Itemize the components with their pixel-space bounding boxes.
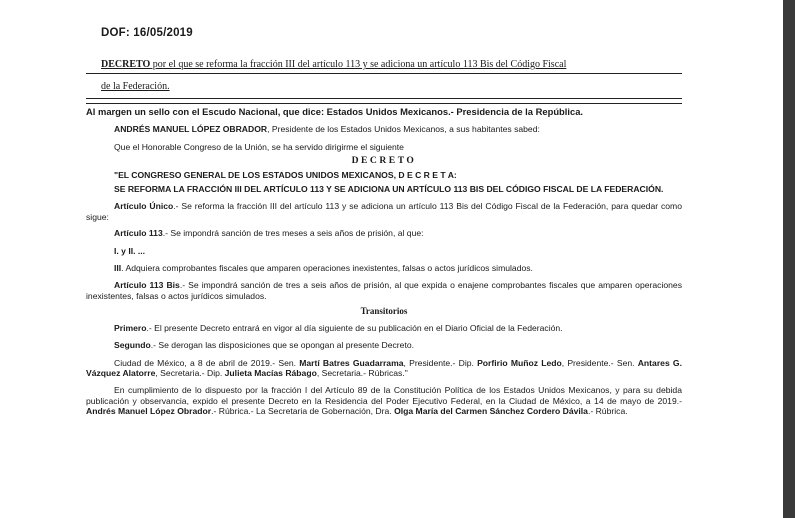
signer-sanchez-cordero: Olga María del Carmen Sánchez Cordero Dávila [394,406,588,417]
primero-paragraph [86,323,682,333]
articulo-113bis-label: Artículo 113 Bis [114,280,180,291]
articulo-113bis-text: .- Se impondrá sanción de tres a seis años de prisión, al que expida o enajene comprobantes fiscales que amparen operaciones inexistentes, falsas o actos jurídicos simulados. [86,280,682,301]
articulo-113-text: .- Se impondrá sanción de tres meses a seis años de prisión, al que: [162,228,424,239]
fraccion-iii-paragraph [86,263,682,273]
signer-munoz-ledo: Porfirio Muñoz Ledo [477,357,562,368]
cdmx-text-3: , Presidente.- Sen. [561,357,638,368]
se-reforma-paragraph: SE REFORMA LA FRACCIÓN III DEL ARTÍCULO 113 Y SE ADICIONA UN ARTÍCULO 113 BIS DEL CÓDIGO FISCAL DE LA FEDERACIÓN. [114,184,664,195]
decree-title-line2: de la Federación. [101,81,170,92]
primero-text: .- El presente Decreto entrará en vigor al día siguiente de su publicación en el Diario Oficial de la Federación. [146,322,563,333]
segundo-label: Segundo [114,340,151,351]
signer-macias: Julieta Macías Rábago [224,367,317,378]
presidente-name: ANDRÉS MANUEL LÓPEZ OBRADOR [114,124,268,135]
presidente-text: , Presidente de los Estados Unidos Mexicanos, a sus habitantes sabed: [267,124,540,135]
congreso-paragraph: Que el Honorable Congreso de la Unión, se ha servido dirigirme el siguiente [114,141,404,152]
fraccion-iii-label: III [114,263,122,274]
congreso-general-paragraph: "EL CONGRESO GENERAL DE LOS ESTADOS UNIDOS MEXICANOS, D E C R E T A: [114,169,457,180]
decree-title-text: por el que se reforma la fracción III del artículo 113 y se adiciona un artículo 113 Bis del Código Fiscal [150,59,567,70]
decree-body [86,104,682,417]
signer-batres: Martí Batres Guadarrama [299,357,404,368]
cumplimiento-paragraph [86,385,682,416]
fraccion-iii-text: . Adquiera comprobantes fiscales que amparen operaciones inexistentes, falsas o actos jurídicos simulados. [121,263,533,274]
decree-title-line1 [101,58,682,72]
margen-paragraph: Al margen un sello con el Escudo Nacional, que dice: Estados Unidos Mexicanos.- Presidencia de la República. [86,106,584,117]
cumplimiento-text-3: .- Rúbrica. [587,406,628,417]
ciudad-mexico-paragraph [86,358,682,379]
articulo-unico-text: .- Se reforma la fracción III del artículo 113 y se adiciona un artículo 113 Bis del Código Fiscal de la Federación, para quedar como sigue: [86,201,682,222]
primero-label: Primero [114,322,147,333]
publication-date: DOF: 16/05/2019 [101,27,193,39]
presidente-paragraph [86,124,682,134]
signer-lopez-obrador: Andrés Manuel López Obrador [86,406,212,417]
cumplimiento-text-2: .- Rúbrica.- La Secretaria de Gobernación, Dra. [211,406,395,417]
articulo-113-paragraph [86,228,682,238]
decree-title [101,58,682,94]
cumplimiento-text-1: En cumplimiento de lo dispuesto por la fracción I del Artículo 89 de la Constitución Política de los Estados Unidos Mexicanos, y para su debida publicación y observancia, expido el presente Decreto en la Residencia del Poder Ejecutivo Federal, en la Ciudad de México, a 14 de mayo de 2019.- [86,385,682,406]
transitorios-heading: Transitorios [360,306,408,317]
articulo-113bis-paragraph [86,280,682,301]
articulo-unico-label: Artículo Único [114,201,174,212]
cdmx-text-5: , Secretaria.- Rúbricas." [316,367,408,378]
title-rule-bottom [86,98,682,99]
signer-vazquez: Antares G. Vázquez Alatorre [86,357,682,378]
cdmx-text-2: , Presidente.- Dip. [403,357,478,368]
cdmx-text-4: , Secretaria.- Dip. [155,367,225,378]
decree-title-keyword: DECRETO [101,59,151,70]
decreto-heading: DECRETO [351,155,417,167]
fracciones-paragraph: I. y II. ... [114,245,146,256]
segundo-paragraph [86,340,682,350]
segundo-text: .- Se derogan las disposiciones que se opongan al presente Decreto. [150,340,414,351]
title-rule-top [86,73,682,74]
cdmx-text-1: Ciudad de México, a 8 de abril de 2019.- Sen. [114,357,300,368]
articulo-113-label: Artículo 113 [114,228,163,239]
articulo-unico-paragraph [86,201,682,222]
